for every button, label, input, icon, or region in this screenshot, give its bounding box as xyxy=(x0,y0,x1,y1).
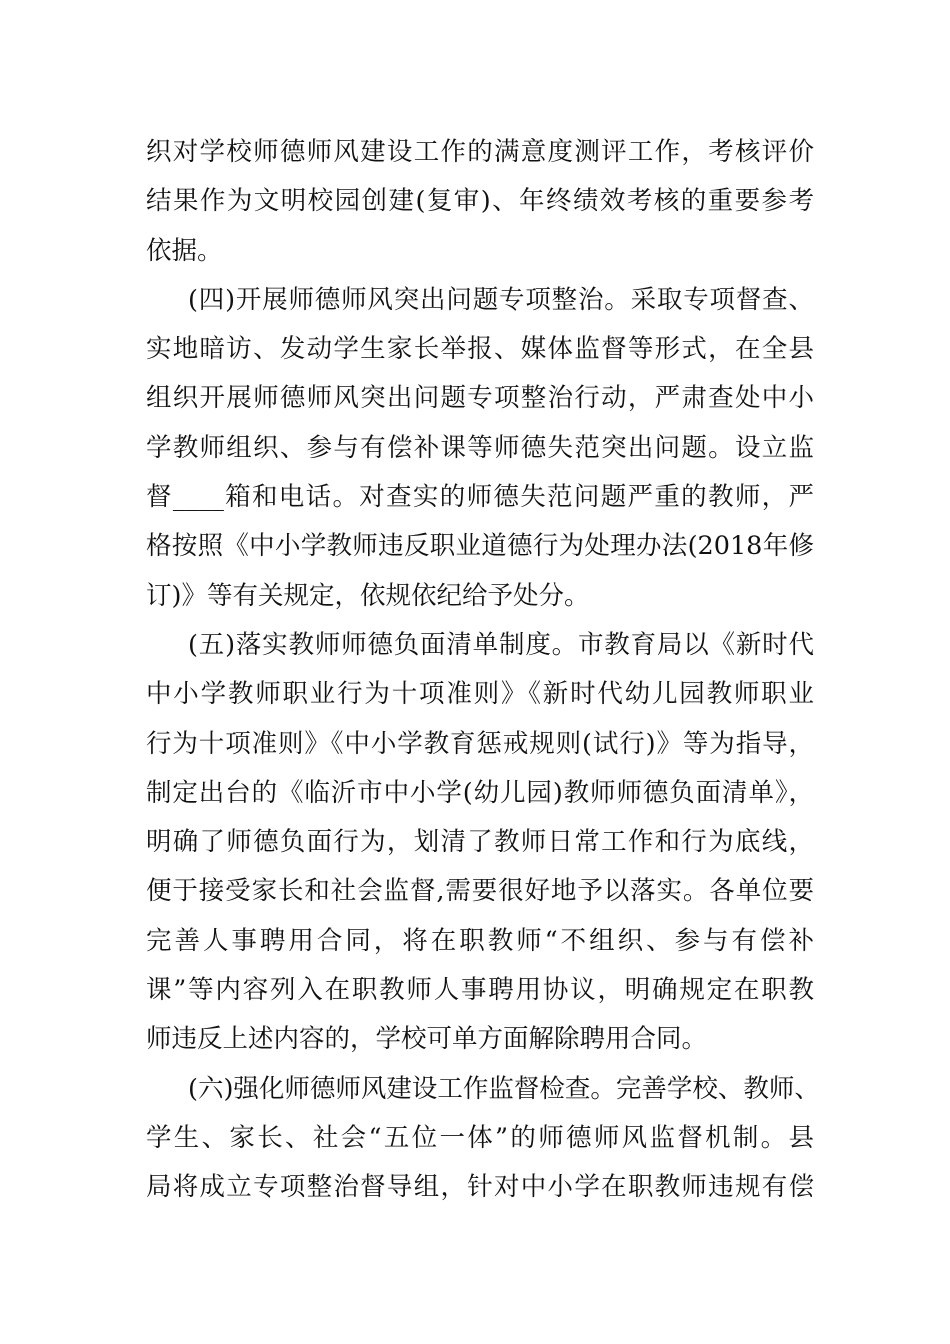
text-line: 行为十项准则》《中小学教育惩戒规则(试行)》等为指导， xyxy=(146,728,814,759)
text-line: 学生、家长、社会“五位一体”的师德师风监督机制。县 xyxy=(146,1122,814,1153)
text-line: 师违反上述内容的，学校可单方面解除聘用合同。 xyxy=(146,1024,708,1055)
text-line: 依据。 xyxy=(146,235,223,266)
text-line: 中小学教师职业行为十项准则》《新时代幼儿园教师职业 xyxy=(146,679,814,710)
text-line: 便于接受家长和社会监督,需要很好地予以落实。各单位要 xyxy=(146,876,814,907)
text-line: 学教师组织、参与有偿补课等师德失范突出问题。设立监 xyxy=(146,432,814,463)
text-line: 织对学校师德师风建设工作的满意度测评工作，考核评价 xyxy=(146,137,814,167)
text-line: 格按照《中小学教师违反职业道德行为处理办法(2018年修 xyxy=(146,531,814,562)
text-line: 组织开展师德师风突出问题专项整治行动，严肃查处中小 xyxy=(146,383,814,414)
text-line: 局将成立专项整治督导组，针对中小学在职教师违规有偿 xyxy=(146,1172,814,1203)
document-body xyxy=(146,128,820,1213)
paragraph-start-line: (五)落实教师师德负面清单制度。市教育局以《新时代 xyxy=(188,629,814,660)
text-line: 督____箱和电话。对查实的师德失范问题严重的教师，严 xyxy=(146,482,814,513)
text-line: 明确了师德负面行为，划清了教师日常工作和行为底线， xyxy=(146,827,814,858)
text-line: 实地暗访、发动学生家长举报、媒体监督等形式，在全县 xyxy=(146,334,814,365)
paragraph-start-line: (六)强化师德师风建设工作监督检查。完善学校、教师、 xyxy=(188,1073,820,1104)
text-line: 课”等内容列入在职教师人事聘用协议，明确规定在职教 xyxy=(146,975,814,1006)
text-line: 制定出台的《临沂市中小学(幼儿园)教师师德负面清单》， xyxy=(146,777,814,808)
paragraph-start-line: (四)开展师德师风突出问题专项整治。采取专项督查、 xyxy=(188,284,814,315)
text-line: 完善人事聘用合同，将在职教师“不组织、参与有偿补 xyxy=(146,925,814,956)
text-line: 订)》等有关规定，依规依纪给予处分。 xyxy=(146,580,590,611)
text-line: 结果作为文明校园创建(复审)、年终绩效考核的重要参考 xyxy=(146,186,814,217)
